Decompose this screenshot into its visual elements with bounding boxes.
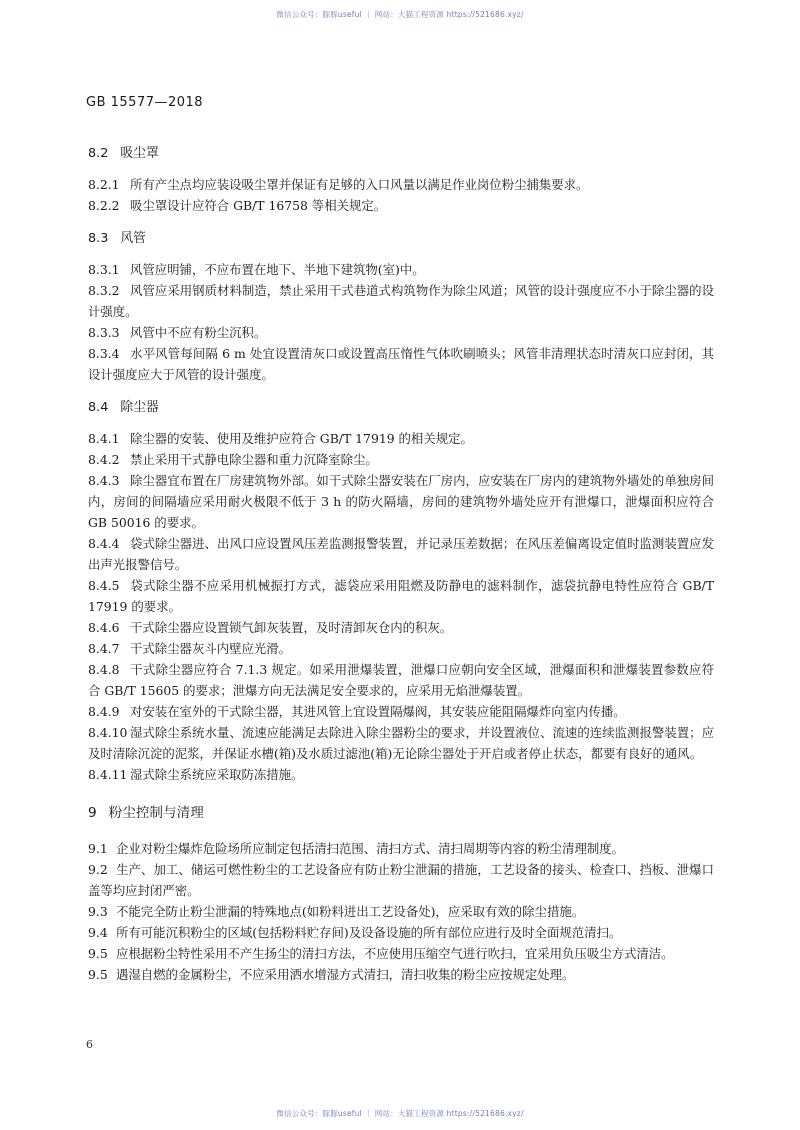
clause-9-2	[88, 859, 714, 901]
section-number: 8.2	[88, 146, 109, 161]
section-title: 风管	[120, 231, 146, 246]
clause-number: 8.2.1	[88, 177, 120, 192]
clause-8-4-4	[88, 533, 714, 575]
clause-text: 所有可能沉积粉尘的区域(包括粉料贮存间)及设备设施的所有部位应进行及时全面规范清扫。	[116, 925, 622, 940]
clause-number: 8.4.9	[88, 704, 120, 719]
clause-8-4-3	[88, 470, 714, 533]
clause-number: 8.4.7	[88, 641, 120, 656]
clause-9-3	[88, 901, 714, 922]
section-number: 8.4	[88, 400, 109, 415]
clause-number: 8.3.4	[88, 346, 120, 361]
clause-text: 禁止采用干式静电除尘器和重力沉降室除尘。	[130, 452, 378, 467]
clause-text: 袋式除尘器不应采用机械振打方式，滤袋应采用阻燃及防静电的滤料制作，滤袋抗静电特性应符合 GB/T 17919 的要求。	[88, 578, 714, 614]
clause-number: 8.4.4	[88, 536, 120, 551]
clause-text: 风管应采用钢质材料制造，禁止采用干式巷道式构筑物作为除尘风道；风管的设计强度应不小于除尘器的设计强度。	[88, 283, 714, 319]
clause-number: 8.3.3	[88, 325, 120, 340]
clause-8-4-1	[88, 428, 714, 449]
clause-8-4-5	[88, 575, 714, 617]
clause-text: 不能完全防止粉尘泄漏的特殊地点(如粉料进出工艺设备处)，应采取有效的除尘措施。	[116, 904, 585, 919]
clause-text: 吸尘罩设计应符合 GB/T 16758 等相关规定。	[130, 198, 387, 213]
clause-number: 9.4	[88, 925, 108, 940]
clause-text: 所有产尘点均应装设吸尘罩并保证有足够的入口风量以满足作业岗位粉尘捕集要求。	[130, 177, 589, 192]
clause-text: 风管中不应有粉尘沉积。	[130, 325, 267, 340]
clause-text: 生产、加工、储运可燃性粉尘的工艺设备应有防止粉尘泄漏的措施，工艺设备的接头、检查口、挡板、泄爆口盖等均应封闭严密。	[88, 862, 714, 898]
document-body	[88, 143, 714, 985]
watermark-top: 微信公众号：豚豚useful ｜ 网站：大猫工程资源 https://521686.xyz/	[276, 10, 524, 19]
clause-number: 8.4.6	[88, 620, 120, 635]
clause-text: 湿式除尘系统应采取防冻措施。	[130, 767, 304, 782]
clause-9-5	[88, 943, 714, 964]
clause-number: 9.2	[88, 862, 108, 877]
clause-9-4	[88, 922, 714, 943]
clause-8-4-8	[88, 659, 714, 701]
clause-number: 9.3	[88, 904, 108, 919]
clause-text: 干式除尘器灰斗内壁应光滑。	[130, 641, 292, 656]
clause-number: 8.4.3	[88, 473, 120, 488]
clause-9-1	[88, 838, 714, 859]
page-number: 6	[86, 1038, 93, 1051]
clause-8-4-10	[88, 722, 714, 764]
clause-number: 9.1	[88, 841, 108, 856]
clause-number: 8.4.5	[88, 578, 120, 593]
clause-text: 湿式除尘系统水量、流速应能满足去除进入除尘器粉尘的要求，并设置液位、流速的连续监测报警装置；应及时清除沉淀的泥浆，并保证水槽(箱)及水质过滤池(箱)无论除尘器处于开启或者停止状态，都要有良好的通风。	[88, 725, 714, 761]
section-title: 吸尘罩	[120, 146, 159, 161]
clause-8-3-1	[88, 259, 714, 280]
clause-text: 袋式除尘器进、出风口应设置风压差监测报警装置，并记录压差数据；在风压差偏离设定值时监测装置应发出声光报警信号。	[88, 536, 714, 572]
clause-number: 8.4.2	[88, 452, 120, 467]
clause-number: 9.5	[88, 946, 108, 961]
standard-number-header: GB 15577—2018	[86, 95, 204, 110]
clause-text: 干式除尘器应符合 7.1.3 规定。如采用泄爆装置，泄爆口应朝向安全区域，泄爆面积和泄爆装置参数应符合 GB/T 15605 的要求；泄爆方向无法满足安全要求的，应采用无焰泄爆装置。	[88, 662, 714, 698]
clause-text: 除尘器宜布置在厂房建筑物外部。如干式除尘器安装在厂房内，应安装在厂房内的建筑物外墙处的单独房间内，房间的间隔墙应采用耐火极限不低于 3 h 的防火隔墙，房间的建筑物外墙处应开有泄爆口，泄爆面积应符合 GB 50016 的要求。	[88, 473, 714, 530]
clause-number: 8.4.11	[88, 767, 128, 782]
clause-number: 8.4.10	[88, 725, 128, 740]
clause-text: 除尘器的安装、使用及维护应符合 GB/T 17919 的相关规定。	[130, 431, 473, 446]
section-number: 8.3	[88, 231, 109, 246]
clause-number: 8.4.8	[88, 662, 120, 677]
clause-number: 8.2.2	[88, 198, 120, 213]
clause-8-4-2	[88, 449, 714, 470]
clause-number: 8.3.2	[88, 283, 120, 298]
clause-8-4-9	[88, 701, 714, 722]
clause-8-2-1	[88, 174, 714, 195]
clause-8-4-6	[88, 617, 714, 638]
clause-text: 对安装在室外的干式除尘器，其进风管上宜设置隔爆阀，其安装应能阻隔爆炸向室内传播。	[130, 704, 626, 719]
clause-8-3-2	[88, 280, 714, 322]
clause-8-3-3	[88, 322, 714, 343]
clause-text: 风管应明铺，不应布置在地下、半地下建筑物(室)中。	[130, 262, 425, 277]
clause-9-5-second	[88, 964, 714, 985]
clause-text: 干式除尘器应设置锁气卸灰装置，及时清卸灰仓内的积灰。	[130, 620, 453, 635]
clause-8-4-7	[88, 638, 714, 659]
clause-number: 8.4.1	[88, 431, 120, 446]
chapter-number: 9	[88, 805, 97, 821]
clause-text: 遇湿自燃的金属粉尘，不应采用洒水增湿方式清扫，清扫收集的粉尘应按规定处理。	[116, 967, 575, 982]
section-heading-8-2	[88, 143, 714, 164]
clause-text: 应根据粉尘特性采用不产生扬尘的清扫方法，不应使用压缩空气进行吹扫，宜采用负压吸尘方式清洁。	[116, 946, 674, 961]
chapter-heading-9	[88, 803, 714, 824]
clause-text: 水平风管每间隔 6 m 处宜设置清灰口或设置高压惰性气体吹刷喷头；风管非清理状态时清灰口应封闭，其设计强度应大于风管的设计强度。	[88, 346, 714, 382]
chapter-title: 粉尘控制与清理	[108, 805, 204, 821]
watermark-bottom: 微信公众号：豚豚useful ｜ 网站：大猫工程资源 https://521686.xyz/	[276, 1109, 524, 1118]
clause-8-4-11	[88, 764, 714, 785]
clause-8-3-4	[88, 343, 714, 385]
clause-number: 9.5	[88, 967, 108, 982]
clause-8-2-2	[88, 195, 714, 216]
clause-number: 8.3.1	[88, 262, 120, 277]
section-heading-8-4	[88, 397, 714, 418]
section-heading-8-3	[88, 228, 714, 249]
section-title: 除尘器	[120, 400, 159, 415]
clause-text: 企业对粉尘爆炸危险场所应制定包括清扫范围、清扫方式、清扫周期等内容的粉尘清理制度。	[116, 841, 625, 856]
